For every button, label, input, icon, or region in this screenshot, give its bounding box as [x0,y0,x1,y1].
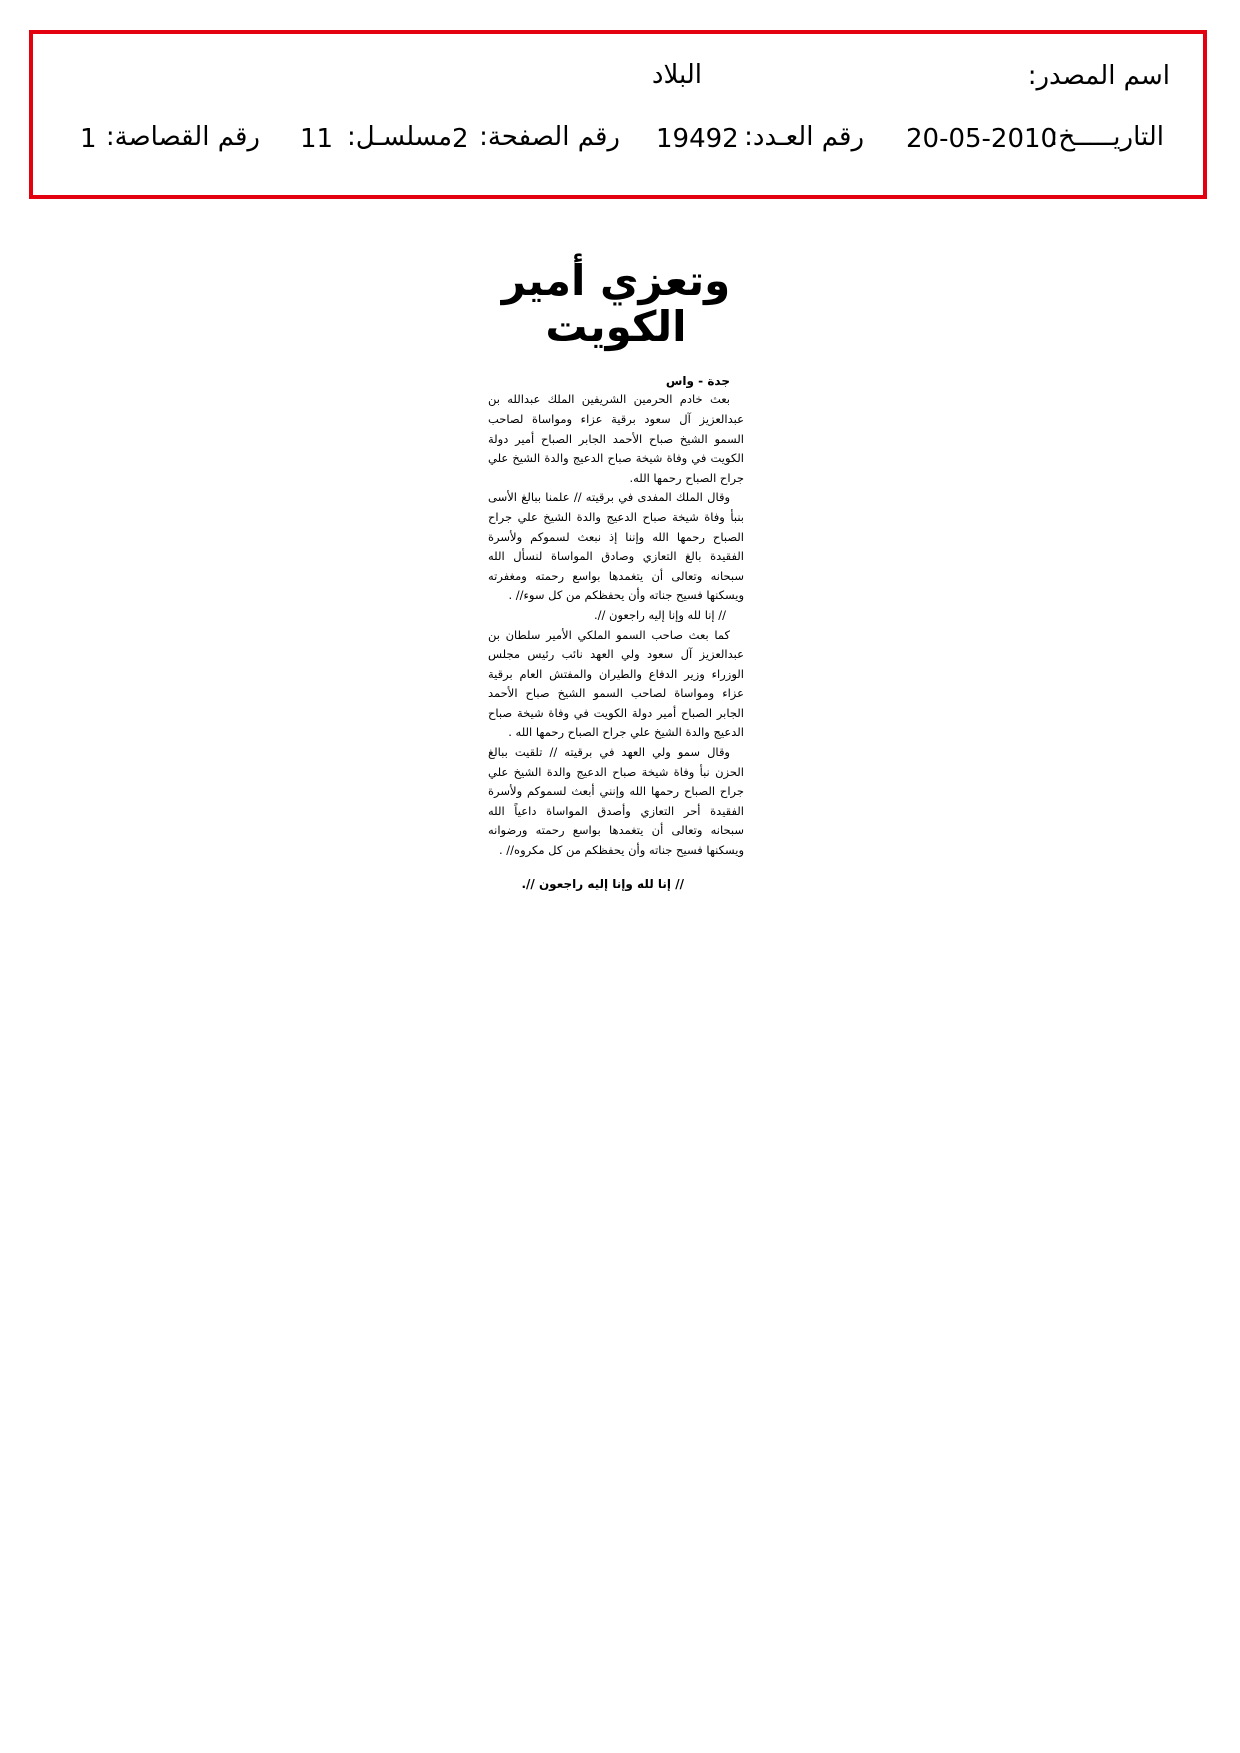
issue-label: رقم العـدد: [744,122,864,152]
article-paragraph: وقال سمو ولي العهد في برقيته // تلقيت ببالغ الحزن نبأ وفاة شيخة صباح الدعيج والدة الشيخ علي جراح الصباح رحمها الله وإنني أبعث لسموكم ولأسرة الفقيدة أحر التعازي وأصدق المواساة داعياً الله سبحانه وتعالى أن يتغمدها بواسع رحمته ورضوانه ويسكنها فسيح جناته وأن يحفظكم من كل مكروه// . [488,745,744,858]
page-label: رقم الصفحة: [479,122,620,152]
source-label: اسم المصدر: [1027,61,1170,91]
article-body [488,390,744,894]
clip-value: 1 [80,124,97,154]
serial-label: مسلسـل: [347,122,452,152]
clip-label: رقم القصاصة: [105,122,260,152]
article-paragraph: بعث خادم الحرمين الشريفين الملك عبدالله بن عبدالعزيز آل سعود برقية عزاء ومواساة لصاحب السمو الشيخ صباح الأحمد الجابر الصباح أمير دولة الكويت في وفاة شيخة صباح الدعيج والدة الشيخ علي جراح الصباح رحمها الله. [488,392,744,485]
article-dateline: جدة - واس [665,374,730,389]
source-value: البلاد [651,60,702,90]
page-value: 2 [452,124,469,154]
article-paragraph: وقال الملك المفدى في برقيته // علمنا ببالغ الأسى بنبأ وفاة شيخة صباح الدعيج والدة الشيخ علي جراح الصباح رحمها الله وإننا إذ نبعث لسموكم ولأسرة الفقيدة بالغ التعازي وصادق المواساة لنسأل الله سبحانه وتعالى أن يتغمدها بواسع رحمته ومغفرته ويسكنها فسيح جناته وأن يحفظكم من كل سوء// . [488,490,744,603]
article-closing: // إنا لله وإنا إليه راجعون //. [521,876,684,891]
article-paragraph: كما بعث صاحب السمو الملكي الأمير سلطان بن عبدالعزيز آل سعود ولي العهد نائب رئيس مجلس الوزراء وزير الدفاع والطيران والمفتش العام برقية عزاء ومواساة لصاحب السمو الشيخ صباح الأحمد الجابر الصباح أمير دولة الكويت في وفاة شيخة صباح الدعيج والدة الشيخ علي جراح الصباح رحمها الله . [488,627,744,740]
clipping-header-box [29,30,1207,199]
article-paragraph: // إنا لله وإنا إليه راجعون //. [593,607,726,622]
article-headline: وتعزي أمير الكويت [501,256,731,352]
serial-value: 11 [300,124,334,154]
date-label: التاريـــــخ: [1049,122,1164,152]
issue-value: 19492 [656,124,739,154]
date-value: 20-05-2010 [906,124,1058,154]
article [488,258,744,894]
